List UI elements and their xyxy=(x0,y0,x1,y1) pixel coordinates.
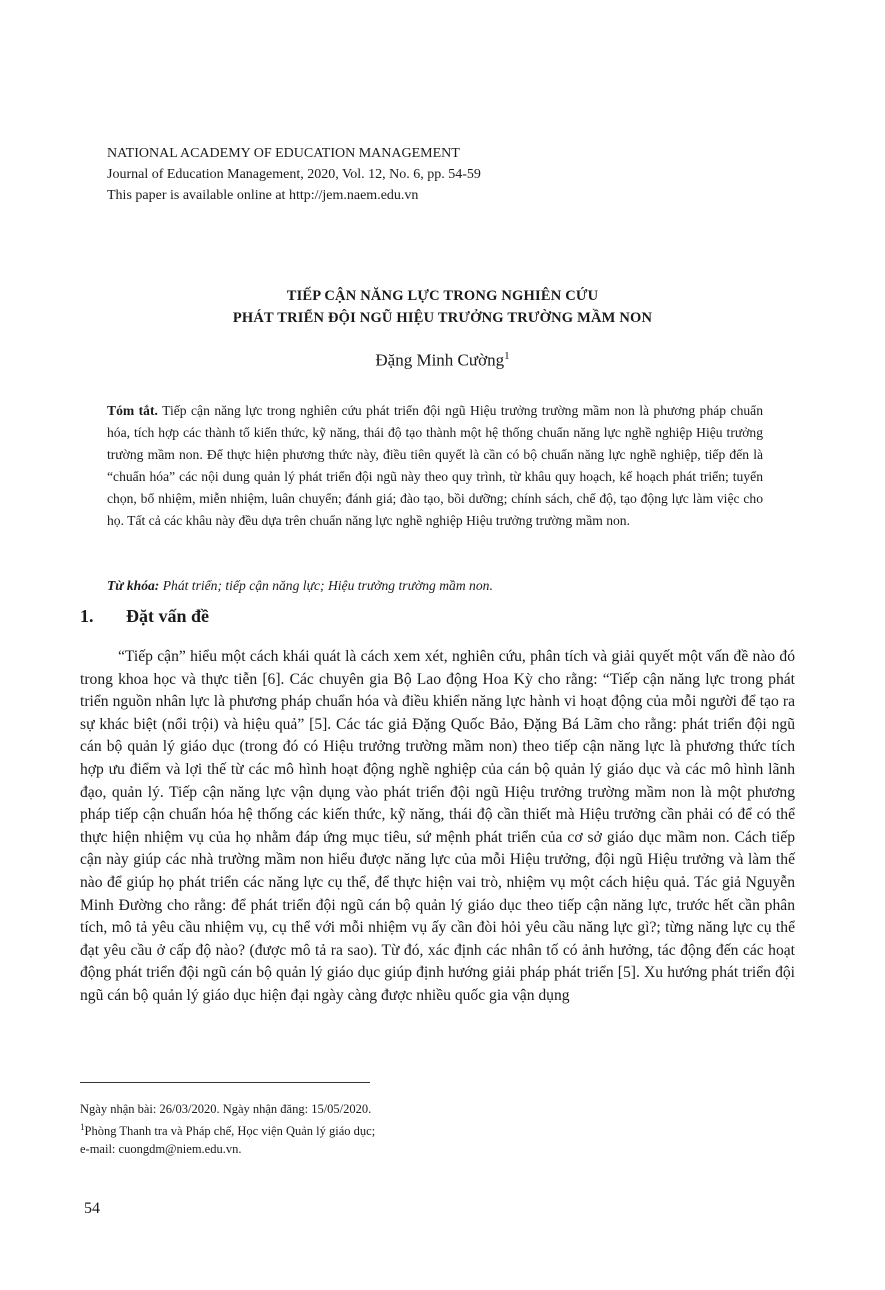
keywords-label: Từ khóa: xyxy=(107,578,160,593)
body-paragraph: “Tiếp cận” hiểu một cách khái quát là cách xem xét, nghiên cứu, phân tích và giải quyết một vấn đề nào đó trong khoa học và thực tiễn [6]. Các chuyên gia Bộ Lao động Hoa Kỳ cho rằng: “Tiếp cận năng lực trong phát triển nguồn nhân lực là phương pháp chuẩn hóa và điều khiển năng lực hành vi hoạt động của mỗi người để tạo ra sự khác biệt (nổi trội) và hiệu quả” [5]. Các tác giả Đặng Quốc Bảo, Đặng Bá Lãm cho rằng: phát triển đội ngũ cán bộ quản lý giáo dục (trong đó có Hiệu trưởng trường mầm non) theo tiếp cận năng lực là phương thức tích hợp ưu điểm và lợi thế từ các mô hình hoạt động nghề nghiệp của cán bộ quản lý giáo dục và các mô hình lãnh đạo, quản lý. Tiếp cận năng lực vận dụng vào phát triển đội ngũ Hiệu trưởng trường mầm non là một phương pháp tiếp cận chuẩn hóa hệ thống các kiến thức, kỹ năng, thái độ cần thiết mà Hiệu trưởng cần phải có để có thể thực hiện nhiệm vụ của họ nhằm đáp ứng mục tiêu, sứ mệnh phát triển của cơ sở giáo dục mầm non. Cách tiếp cận này giúp các nhà trường mầm non hiểu được năng lực của mỗi Hiệu trưởng, đội ngũ Hiệu trưởng và làm thế nào để giúp họ phát triển các năng lực cụ thể, để thực hiện vai trò, nhiệm vụ một cách hiệu quả. Tác giả Nguyễn Minh Đường cho rằng: để phát triển đội ngũ cán bộ quản lý giáo dục theo tiếp cận năng lực, trước hết cần phân tích, mô tả yêu cầu nhiệm vụ, cụ thể với mỗi nhiệm vụ ấy cần đòi hỏi yêu cầu năng lực gì?; từng năng lực cụ thể đạt yêu cầu ở cấp độ nào? (được mô tả ra sao). Từ đó, xác định các nhân tố có ảnh hưởng, tác động đến các hoạt động phát triển đội ngũ cán bộ quản lý giáo dục giúp định hướng giải pháp phát triển [5]. Xu hướng phát triển đội ngũ cán bộ quản lý giáo dục hiện đại ngày càng được nhiều quốc gia vận dụng xyxy=(80,648,795,1004)
section-title: Đặt vấn đề xyxy=(126,606,210,626)
section-heading xyxy=(80,606,209,627)
keywords xyxy=(107,578,763,594)
author-affiliation-mark: 1 xyxy=(504,350,510,362)
journal-citation: Journal of Education Management, 2020, Vol. 12, No. 6, pp. 54-59 xyxy=(107,167,481,182)
page-number: 54 xyxy=(84,1200,100,1217)
paper-title xyxy=(0,285,885,329)
footnotes xyxy=(80,1100,375,1158)
journal-header xyxy=(107,143,481,206)
footnote-affiliation-text: Phòng Thanh tra và Pháp chế, Học viện Quản lý giáo dục; xyxy=(84,1124,376,1139)
footnote-divider xyxy=(80,1082,370,1083)
footnote-email: e-mail: cuongdm@niem.edu.vn. xyxy=(80,1142,242,1157)
author-name: Đặng Minh Cường xyxy=(375,350,505,370)
keywords-text: Phát triển; tiếp cận năng lực; Hiệu trưởng trường mầm non. xyxy=(162,578,493,593)
author xyxy=(0,350,885,371)
title-line-2: PHÁT TRIỂN ĐỘI NGŨ HIỆU TRƯỞNG TRƯỜNG MẦM NON xyxy=(232,310,653,326)
title-line-1: TIẾP CẬN NĂNG LỰC TRONG NGHIÊN CỨU xyxy=(286,288,599,304)
institution-name: NATIONAL ACADEMY OF EDUCATION MANAGEMENT xyxy=(107,146,460,161)
footnote-affiliation-mark: 1 xyxy=(80,1122,85,1132)
abstract xyxy=(107,400,763,532)
availability-line: This paper is available online at http://jem.naem.edu.vn xyxy=(107,188,419,203)
footnote-affiliation xyxy=(80,1118,375,1140)
abstract-text: Tiếp cận năng lực trong nghiên cứu phát triển đội ngũ Hiệu trưởng trường mầm non là phương pháp chuẩn hóa, tích hợp các thành tố kiến thức, kỹ năng, thái độ tạo thành một hệ thống chuẩn năng lực nghề nghiệp Hiệu trưởng trường mầm non. Để thực hiện phương thức này, điều tiên quyết là cần có bộ chuẩn năng lực nghề nghiệp, tiếp đến là “chuẩn hóa” các nội dung quản lý phát triển đội ngũ này theo quy trình, từ khâu quy hoạch, kế hoạch phát triển; tuyển chọn, bổ nhiệm, miễn nhiệm, luân chuyển; đánh giá; đào tạo, bồi dưỡng; chính sách, chế độ, tạo động lực làm việc cho họ. Tất cả các khâu này đều dựa trên chuẩn năng lực nghề nghiệp Hiệu trưởng trường mầm non. xyxy=(107,403,764,528)
section-number: 1. xyxy=(80,606,94,626)
footnote-dates: Ngày nhận bài: 26/03/2020. Ngày nhận đăng: 15/05/2020. xyxy=(80,1102,372,1116)
abstract-label: Tóm tắt. xyxy=(107,403,158,418)
